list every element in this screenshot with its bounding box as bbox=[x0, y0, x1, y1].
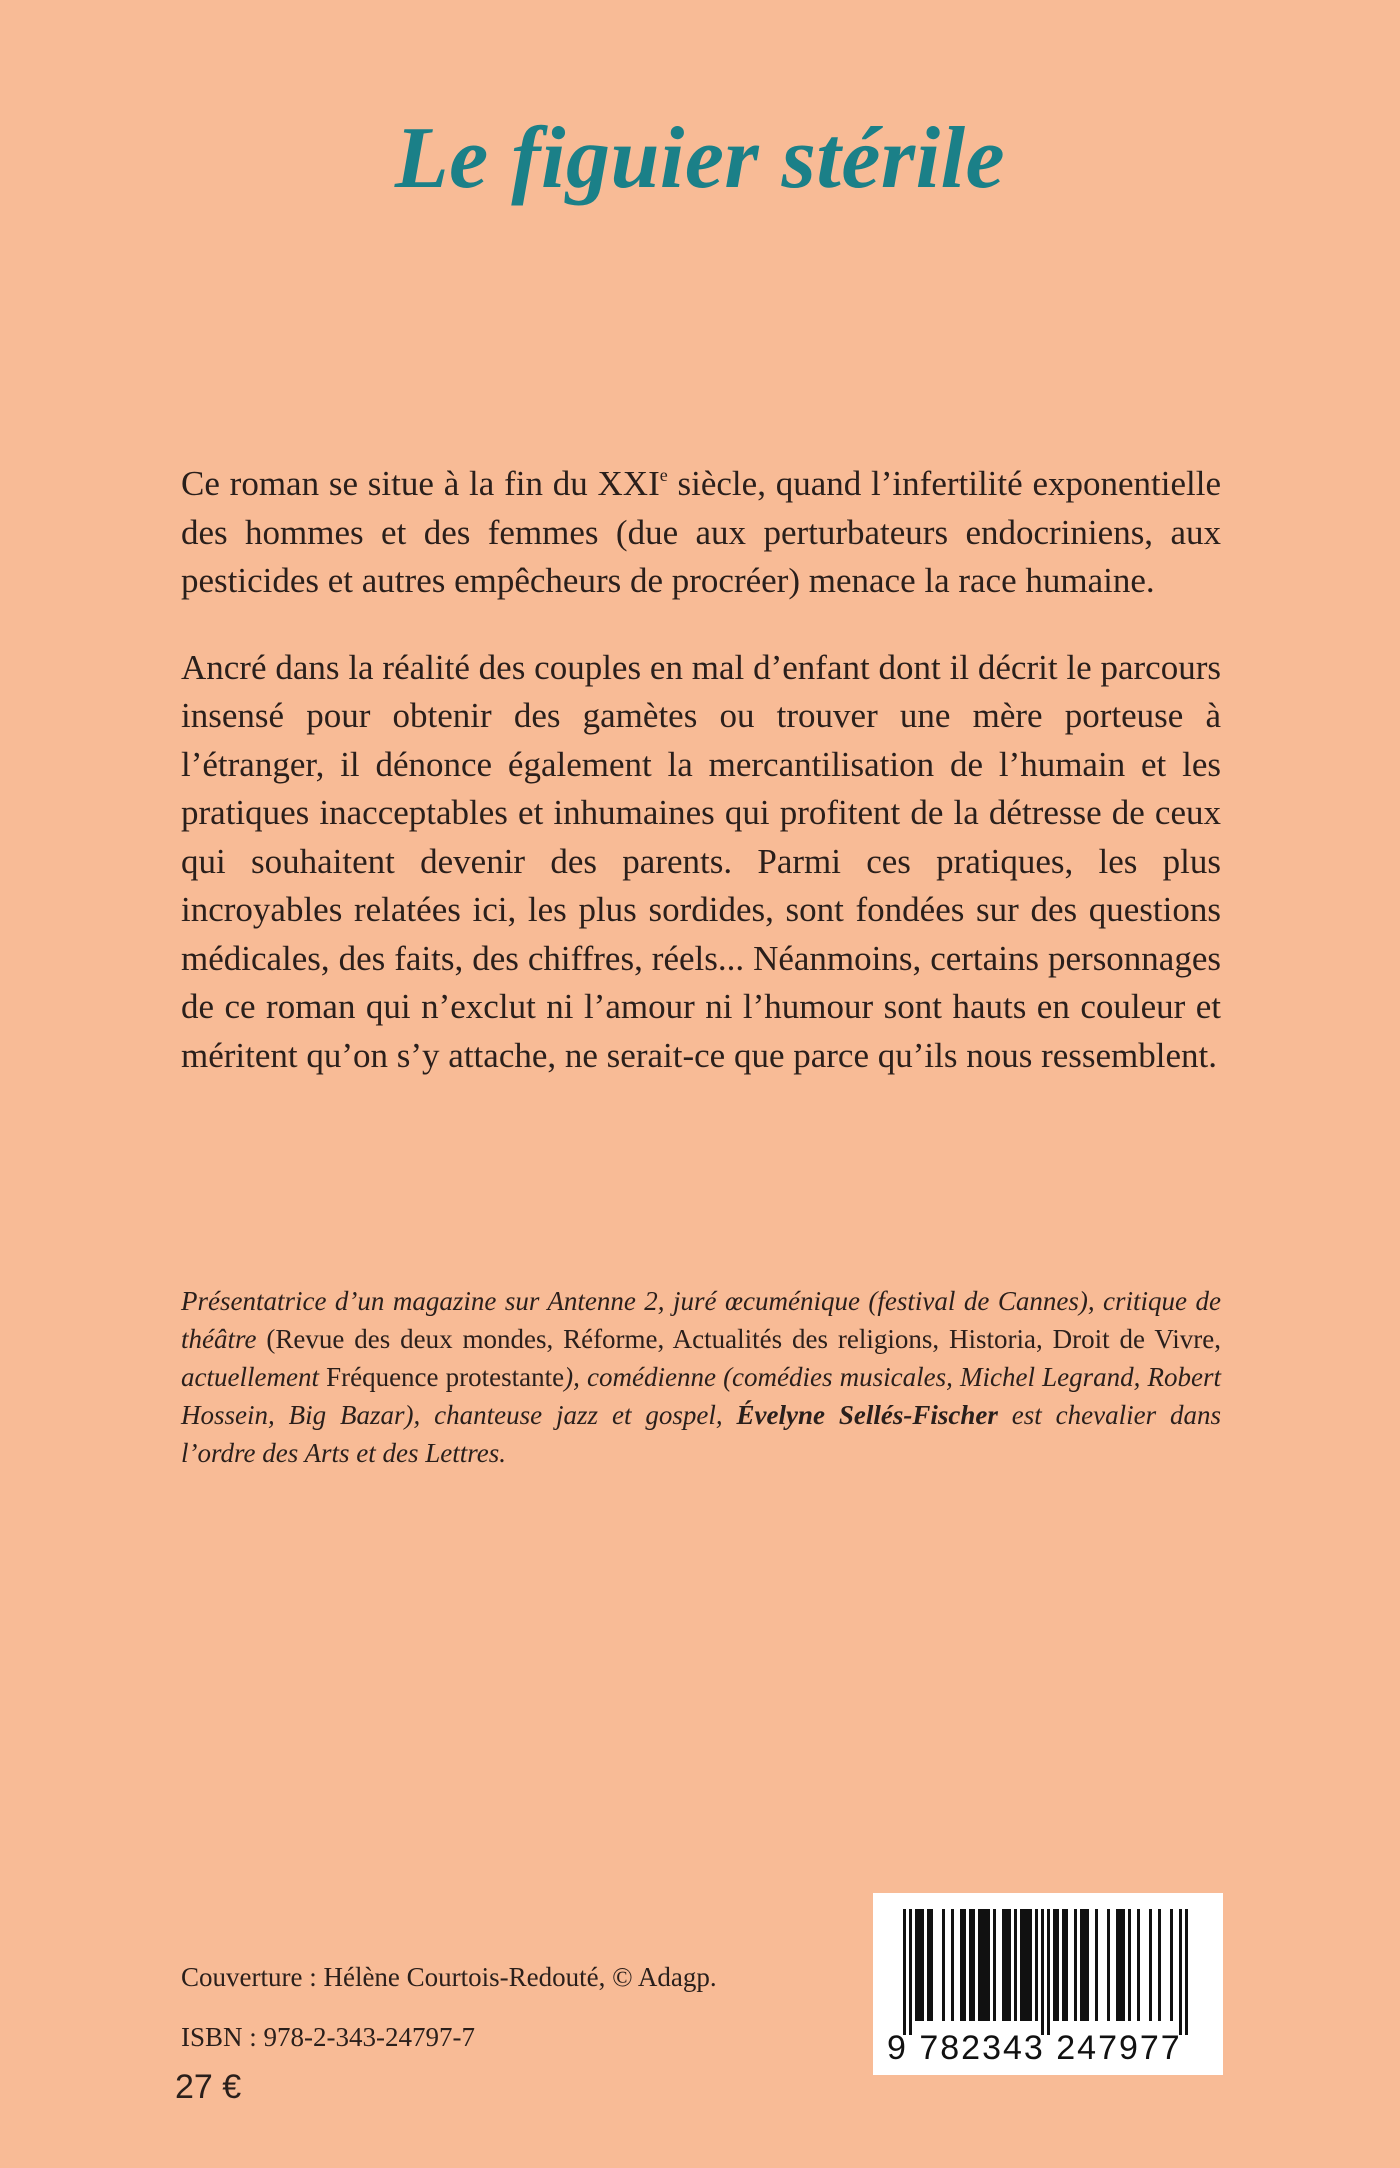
barcode-bar bbox=[1014, 1909, 1017, 2021]
barcode-bar bbox=[1086, 1909, 1089, 2021]
barcode-bar bbox=[951, 1909, 954, 2021]
barcode-bar bbox=[1026, 1909, 1029, 2021]
bio-part-5: ), comédienne (comédies musicales, Michel Legrand, Robert Hossein, Big Bazar), chanteuse jazz et gospel, bbox=[181, 1362, 1221, 1430]
barcode-bar bbox=[1047, 1909, 1050, 2035]
book-title: Le figuier stérile bbox=[394, 110, 1006, 207]
synopsis-paragraph-2: Ancré dans la réalité des couples en mal d’enfant dont il décrit le parcours insensé pour obtenir des gamètes ou trouver une mère porteuse à l’étranger, il dénonce également la mercantilisation de l’humain et les pratiques inacceptables et inhumaines qui profitent de la détresse de ceux qui souhaitent devenir des parents. Parmi ces pratiques, les plus incroyables relatées ici, les plus sordides, sont fondées sur des questions médicales, des faits, des chiffres, réels... Néanmoins, certains personnages de ce roman qui n’exclut ni l’amour ni l’humour sont hauts en couleur et méritent qu’on s’y attache, ne serait-ce que parce qu’ils nous ressemblent. bbox=[181, 647, 1221, 1075]
barcode-bar bbox=[1029, 1909, 1032, 2021]
barcode-bar bbox=[1056, 1909, 1059, 2021]
barcode-bar bbox=[972, 1909, 975, 2021]
barcode-bar bbox=[1122, 1909, 1125, 2021]
barcode-bar bbox=[978, 1909, 981, 2021]
century-superscript: e bbox=[659, 465, 668, 485]
bio-part-2: (Revue des deux mondes, Réforme, Actualités des religions, Historia, Droit de Vivre, bbox=[256, 1324, 1221, 1354]
barcode-bar bbox=[1008, 1909, 1011, 2021]
barcode-bar bbox=[1053, 1909, 1056, 2021]
barcode-bar bbox=[1179, 1909, 1182, 2035]
barcode-bar bbox=[1116, 1909, 1119, 2021]
barcode-bar bbox=[981, 1909, 984, 2021]
barcode-bar bbox=[1158, 1909, 1161, 2021]
barcode-bar bbox=[963, 1909, 966, 2021]
synopsis-p1-end: siècle, quand l’infertilité exponentielle des hommes et des femmes (due aux perturbateurs endocriniens, aux pesticides et autres empêcheurs de procréer) menace la race humaine. bbox=[181, 464, 1221, 600]
barcode-bar bbox=[1023, 1909, 1026, 2021]
barcode-bar bbox=[993, 1909, 996, 2021]
synopsis-paragraph-1 bbox=[181, 460, 1221, 606]
bio-part-4: Fréquence protestante bbox=[318, 1362, 565, 1392]
barcode-bar bbox=[930, 1909, 933, 2021]
barcode-bar bbox=[1035, 1909, 1038, 2021]
barcode-bar bbox=[960, 1909, 963, 2021]
author-bio bbox=[181, 1282, 1221, 1472]
author-name: Évelyne Sellés-Fischer bbox=[736, 1400, 998, 1430]
barcode-bar bbox=[1080, 1909, 1083, 2021]
barcode-bar bbox=[921, 1909, 924, 2021]
barcode-bar bbox=[918, 1909, 921, 2021]
barcode-bar bbox=[1083, 1909, 1086, 2021]
barcode-bar bbox=[942, 1909, 945, 2021]
barcode-bar bbox=[1128, 1909, 1131, 2021]
bio-part-6: est chevalier dans l’ordre des Arts et des Lettres. bbox=[181, 1400, 1221, 1468]
barcode-bar bbox=[1005, 1909, 1008, 2021]
barcode-bar bbox=[1065, 1909, 1068, 2021]
barcode-bar bbox=[984, 1909, 987, 2021]
synopsis bbox=[181, 460, 1221, 1118]
barcode-bar bbox=[915, 1909, 918, 2021]
barcode-bar bbox=[903, 1909, 906, 2035]
price: 27 € bbox=[175, 2068, 242, 2106]
barcode-bar bbox=[1149, 1909, 1152, 2021]
barcode-bar bbox=[1062, 1909, 1065, 2021]
barcode bbox=[873, 1893, 1223, 2075]
barcode-bar bbox=[1020, 1909, 1023, 2021]
barcode-bar bbox=[909, 1909, 912, 2035]
barcode-digits: 9 782343 247977 bbox=[887, 2029, 1182, 2067]
barcode-bar bbox=[927, 1909, 930, 2021]
barcode-bar bbox=[1137, 1909, 1140, 2021]
synopsis-p1-start: Ce roman se situe à la fin du XXI bbox=[181, 464, 660, 503]
barcode-bar bbox=[969, 1909, 972, 2021]
barcode-bar bbox=[1095, 1909, 1098, 2021]
barcode-bar bbox=[1185, 1909, 1188, 2035]
bio-part-1: Présentatrice d’un magazine sur Antenne 2, juré œcuménique (festival de Cannes), critique de théâtre bbox=[181, 1286, 1221, 1354]
bio-part-3: actuellement bbox=[181, 1362, 319, 1392]
barcode-bar bbox=[1170, 1909, 1173, 2021]
barcode-bar bbox=[987, 1909, 990, 2021]
barcode-bar bbox=[1107, 1909, 1110, 2021]
barcode-bar bbox=[1002, 1909, 1005, 2021]
isbn: ISBN : 978-2-343-24797-7 bbox=[181, 2022, 475, 2052]
barcode-bar bbox=[1041, 1909, 1044, 2035]
barcode-bar bbox=[1119, 1909, 1122, 2021]
cover-credit: Couverture : Hélène Courtois-Redouté, © Adagp. bbox=[181, 1962, 717, 1992]
barcode-bar bbox=[1074, 1909, 1077, 2021]
